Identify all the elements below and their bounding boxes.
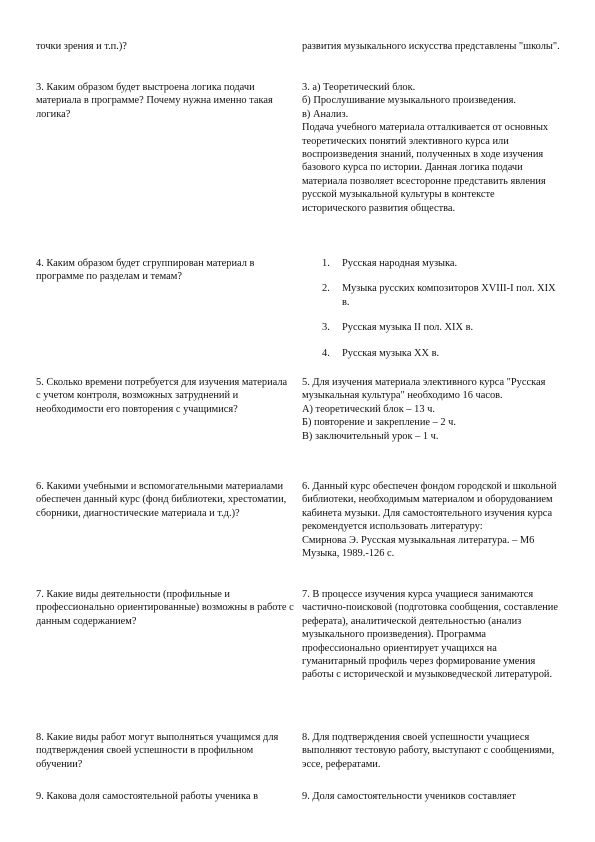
question-8-text: 8. Какие виды работ могут выполняться учащимся для подтверждения своей успешности в профильном обучении? [36, 732, 279, 770]
question-7-text: 7. Какие виды деятельности (профильные и профессионально ориентированные) возможны в работе с данным содержанием? [36, 589, 294, 627]
answer-3-cell [302, 81, 560, 215]
topic-number: 1. [322, 258, 330, 269]
topic-item [322, 347, 560, 360]
topic-number: 4. [322, 347, 330, 359]
topic-item [322, 282, 560, 309]
answer-7-cell [302, 588, 560, 682]
answer-3-line-a: 3. а) Теоретический блок. [302, 82, 416, 93]
topic-text: Русская музыка XX в. [342, 347, 440, 359]
answer-5-line-b: Б) повторение и закрепление – 2 ч. [302, 417, 456, 429]
question-6-cell [36, 480, 294, 520]
answer-6-cell [302, 480, 560, 560]
answer-5-line-a: А) теоретический блок – 13 ч. [302, 403, 435, 415]
topics-list [322, 257, 560, 360]
topic-text: Русская музыка II пол. XIX в. [342, 322, 474, 334]
question-cell-continued [36, 40, 294, 53]
answer-3-line-c: в) Анализ. [302, 108, 349, 120]
answer-3-line-b: б) Прослушивание музыкального произведения. [302, 95, 517, 107]
answer-3-paragraph: Подача учебного материала отталкивается от основных теоретических понятий элективного курса или воспроизведения знаний, полученных в ходе изучения базового курса по истории. Данная логика подачи материала позволяет всесторонне представить явления русской музыкальной культуры в контексте исторического развития общества. [302, 122, 549, 214]
answer-5-line-c: В) заключительный урок – 1 ч. [302, 430, 439, 442]
answer-5-intro: 5. Для изучения материала элективного курса "Русская музыкальная культура" необходимо 16 часов. [302, 377, 546, 402]
answer-text: развития музыкального искусства представлены "школы". [302, 41, 560, 52]
answer-5-cell [302, 376, 560, 443]
answer-8-paragraph: 8. Для подтверждения своей успешности учащиеся выполняют тестовую работу, выступают с сообщениями, эссе, рефератами. [302, 732, 555, 770]
question-4-cell [36, 257, 294, 284]
answer-9-cell [302, 790, 560, 803]
question-3-cell [36, 81, 294, 121]
topic-item [322, 257, 560, 270]
question-3-text: 3. Каким образом будет выстроена логика подачи материала в программе? Почему нужна именно такая логика? [36, 82, 273, 120]
topic-number: 3. [322, 322, 330, 334]
question-8-cell [36, 731, 294, 771]
question-7-cell [36, 588, 294, 628]
question-9-cell [36, 790, 294, 803]
answer-6-paragraph: 6. Данный курс обеспечен фондом городской и школьной библиотеки, необходимым материалом и оборудованием кабинета музыки. Для самостоятельного изучения курса рекомендуется использовать литературу: [302, 481, 557, 533]
question-5-cell [36, 376, 294, 416]
question-text: точки зрения и т.п.)? [36, 41, 127, 52]
question-4-text: 4. Каким образом будет сгруппирован материал в программе по разделам и темам? [36, 258, 255, 283]
answer-7-paragraph: 7. В процессе изучения курса учащиеся занимаются частично-поисковой (подготовка сообщения, составление реферата), аналитической деятельностью (анализ музыкального произведения). Программа профессионально ориентирует учащихся на гуманитарный профиль через формирование умения работы с исторической и музыковедческой литературой. [302, 589, 558, 681]
answer-6-reference: Смирнова Э. Русская музыкальная литература. – М6 Музыка, 1989.-126 с. [302, 534, 535, 560]
answer-4-cell [322, 257, 560, 372]
question-5-text: 5. Сколько времени потребуется для изучения материала с учетом контроля, возможных затруднений и необходимости его повторения с учащимися? [36, 377, 288, 415]
topic-text: Музыка русских композиторов XVIII-I пол. XIX в. [342, 283, 556, 308]
answer-cell-continued [302, 40, 560, 53]
topic-text: Русская народная музыка. [342, 258, 458, 269]
topic-number: 2. [322, 283, 330, 295]
question-9-text: 9. Какова доля самостоятельной работы ученика в [36, 791, 258, 802]
answer-8-cell [302, 731, 560, 771]
answer-9-text: 9. Доля самостоятельности учеников составляет [302, 791, 516, 802]
question-6-text: 6. Какими учебными и вспомогательными материалами обеспечен данный курс (фонд библиотеки, хрестоматии, сборники, диагностические материала и т.д.)? [36, 481, 287, 519]
topic-item [322, 321, 560, 334]
